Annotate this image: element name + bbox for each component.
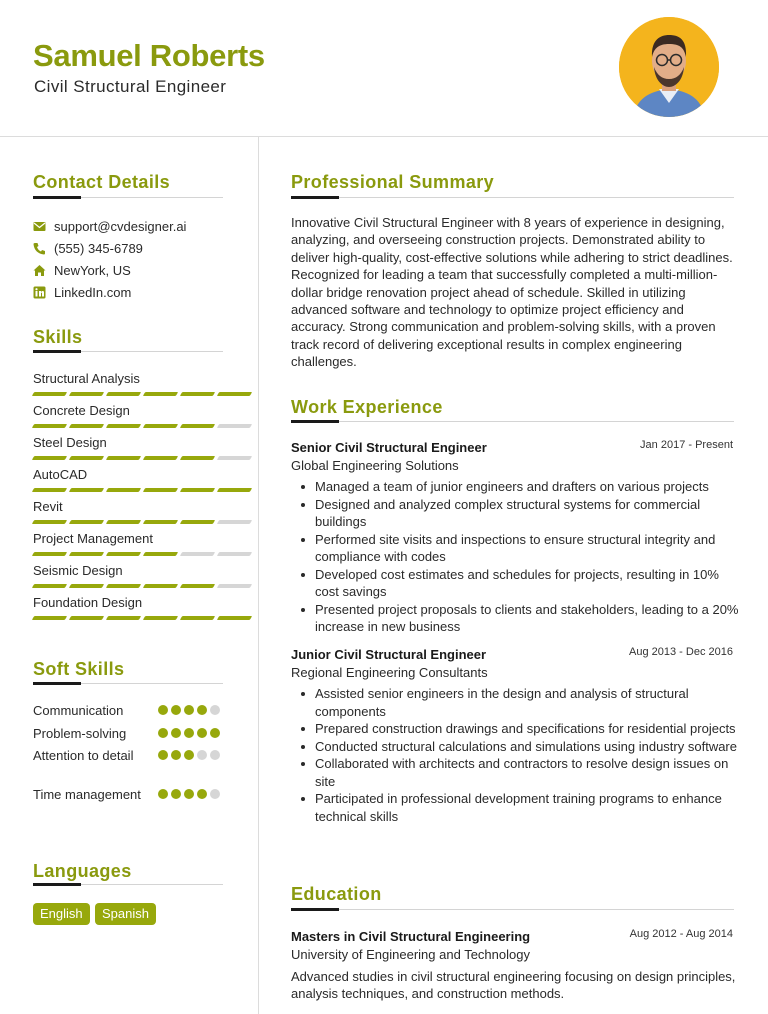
skill-level-bar xyxy=(33,488,251,492)
soft-skill-name: Time management xyxy=(33,787,141,802)
home-icon xyxy=(33,264,46,277)
experience-heading-rule xyxy=(291,421,734,422)
rating-dot-filled xyxy=(158,750,168,760)
skill-level-segment-empty xyxy=(217,424,252,428)
skill-level-segment-filled xyxy=(143,424,178,428)
contact-email[interactable] xyxy=(33,219,186,234)
job-bullet: Designed and analyzed complex structural systems for commercial buildings xyxy=(315,496,740,531)
resume-header xyxy=(0,0,768,137)
skill-level-segment-filled xyxy=(32,456,67,460)
job-bullet: Presented project proposals to clients and stakeholders, leading to a 20% increase in new business xyxy=(315,601,739,634)
skill-level-segment-filled xyxy=(32,584,67,588)
skill-level-bar xyxy=(33,616,251,620)
summary-text: Innovative Civil Structural Engineer with 8 years of experience in designing, analyzing, and overseeing construction projects. Demonstrated ability to deliver high-quality, cost-effective solutions while adhering to strict deadlines. Recognized for leading a team that successfully completed a multi-million-dollar bridge renovation project ahead of schedule. Skilled in utilizing advanced software and technology to optimize project efficiency and accuracy. Strong communication and problem-solving skills, with a proven track record of delivering exceptional results in complex engineering challenges. xyxy=(291,215,733,370)
rating-dot-filled xyxy=(171,750,181,760)
education-heading-rule xyxy=(291,909,734,910)
contact-location-text: NewYork, US xyxy=(54,263,131,278)
envelope-icon xyxy=(33,220,46,233)
skill-name: Revit xyxy=(33,499,63,514)
skill-level-segment-filled xyxy=(143,488,178,492)
language-badge: Spanish xyxy=(95,903,156,925)
skill-level-bar xyxy=(33,584,251,588)
education-description: Advanced studies in civil structural engineering focusing on design principles, analysis techniques, and construction methods. xyxy=(291,969,736,1002)
rating-dot-empty xyxy=(210,705,220,715)
skill-level-segment-filled xyxy=(69,552,104,556)
soft-skill-rating xyxy=(158,705,220,715)
skill-level-segment-filled xyxy=(106,552,141,556)
skill-level-segment-filled xyxy=(106,520,141,524)
skill-level-segment-filled xyxy=(32,616,67,620)
rating-dot-filled xyxy=(197,705,207,715)
rating-dot-empty xyxy=(210,789,220,799)
rating-dot-filled xyxy=(171,789,181,799)
job-dates: Jan 2017 - Present xyxy=(640,439,733,451)
languages-heading: Languages xyxy=(33,861,132,881)
job-bullets xyxy=(315,685,740,825)
skill-level-segment-filled xyxy=(180,392,215,396)
skill-name: Project Management xyxy=(33,531,153,546)
skill-level-segment-filled xyxy=(69,392,104,396)
job-company: Regional Engineering Consultants xyxy=(291,665,488,680)
candidate-title: Civil Structural Engineer xyxy=(34,77,227,96)
summary-heading: Professional Summary xyxy=(291,172,495,192)
contact-heading: Contact Details xyxy=(33,172,171,192)
job-bullet: Collaborated with architects and contractors to resolve design issues on site xyxy=(315,755,740,790)
contact-phone[interactable] xyxy=(33,241,143,256)
skill-name: AutoCAD xyxy=(33,467,88,482)
rating-dot-filled xyxy=(158,789,168,799)
education-dates: Aug 2012 - Aug 2014 xyxy=(629,928,733,940)
rating-dot-filled xyxy=(158,705,168,715)
job-bullet: Prepared construction drawings and specifications for residential projects xyxy=(315,720,740,738)
skill-level-bar xyxy=(33,424,251,428)
soft-skill-name: Communication xyxy=(33,703,124,718)
skill-level-segment-filled xyxy=(143,520,178,524)
soft-skill-name: Problem-solving xyxy=(33,726,127,741)
skill-level-segment-filled xyxy=(69,520,104,524)
skill-level-segment-filled xyxy=(180,488,215,492)
skills-heading-rule xyxy=(33,351,223,352)
soft-skill-name: Attention to detail xyxy=(33,748,134,763)
job-bullet: Developed cost estimates and schedules for projects, resulting in 10% cost savings xyxy=(315,566,740,601)
candidate-name: Samuel Roberts xyxy=(33,38,265,73)
soft-skill-rating xyxy=(158,789,220,799)
contact-email-text: support@cvdesigner.ai xyxy=(54,219,187,234)
contact-linkedin[interactable] xyxy=(33,285,131,300)
rating-dot-empty xyxy=(197,750,207,760)
skill-level-segment-filled xyxy=(180,424,215,428)
rating-dot-filled xyxy=(171,705,181,715)
skill-level-segment-filled xyxy=(69,424,104,428)
skills-heading: Skills xyxy=(33,327,83,347)
skill-level-segment-filled xyxy=(143,552,178,556)
languages-heading-rule xyxy=(33,884,223,885)
job-bullet: Performed site visits and inspections to ensure structural integrity and compliance with codes xyxy=(315,531,740,566)
skill-name: Steel Design xyxy=(33,435,107,450)
school-name: University of Engineering and Technology xyxy=(291,947,530,962)
contact-location xyxy=(33,263,131,278)
job-title: Senior Civil Structural Engineer xyxy=(291,440,487,455)
column-divider xyxy=(258,137,259,1014)
skill-level-segment-filled xyxy=(180,456,215,460)
rating-dot-filled xyxy=(210,728,220,738)
skill-level-segment-filled xyxy=(180,616,215,620)
rating-dot-filled xyxy=(171,728,181,738)
experience-heading: Work Experience xyxy=(291,397,443,417)
skill-level-segment-filled xyxy=(106,616,141,620)
skill-level-segment-filled xyxy=(106,488,141,492)
job-dates: Aug 2013 - Dec 2016 xyxy=(629,646,733,658)
skill-level-bar xyxy=(33,552,251,556)
contact-heading-rule xyxy=(33,197,223,198)
skill-name: Foundation Design xyxy=(33,595,143,610)
skill-name: Structural Analysis xyxy=(33,371,140,386)
skill-level-segment-filled xyxy=(69,616,104,620)
skill-level-segment-filled xyxy=(32,552,67,556)
job-bullet: Assisted senior engineers in the design and analysis of structural components xyxy=(315,685,740,720)
linkedin-icon xyxy=(33,286,46,299)
job-bullet: Managed a team of junior engineers and drafters on various projects xyxy=(315,478,740,496)
profile-photo xyxy=(619,17,719,117)
skill-level-segment-filled xyxy=(69,456,104,460)
skill-level-segment-empty xyxy=(217,456,252,460)
skill-level-segment-empty xyxy=(217,552,252,556)
education-heading: Education xyxy=(291,884,382,904)
skill-level-segment-filled xyxy=(106,392,141,396)
skill-level-bar xyxy=(33,456,251,460)
job-title: Junior Civil Structural Engineer xyxy=(291,647,487,662)
skill-level-segment-filled xyxy=(143,456,178,460)
skill-level-segment-filled xyxy=(143,584,178,588)
job-bullet: Participated in professional development training programs to enhance technical skills xyxy=(315,790,740,825)
skill-level-segment-filled xyxy=(106,584,141,588)
rating-dot-filled xyxy=(184,789,194,799)
rating-dot-filled xyxy=(184,750,194,760)
skill-level-bar xyxy=(33,520,251,524)
soft-skills-heading: Soft Skills xyxy=(33,659,125,679)
skill-level-segment-empty xyxy=(217,584,252,588)
skill-level-segment-empty xyxy=(180,552,215,556)
skill-level-bar xyxy=(33,392,251,396)
skill-level-segment-filled xyxy=(217,392,252,396)
skill-level-segment-filled xyxy=(32,520,67,524)
soft-skills-heading-rule xyxy=(33,683,223,684)
skill-level-segment-filled xyxy=(32,424,67,428)
skill-level-segment-filled xyxy=(69,584,104,588)
skill-level-segment-filled xyxy=(180,520,215,524)
skill-level-segment-filled xyxy=(217,488,252,492)
rating-dot-filled xyxy=(184,728,194,738)
soft-skill-rating xyxy=(158,728,220,738)
skill-level-segment-filled xyxy=(143,616,178,620)
skill-level-segment-filled xyxy=(106,456,141,460)
skill-name: Seismic Design xyxy=(33,563,123,578)
skill-level-segment-filled xyxy=(106,424,141,428)
skill-level-segment-filled xyxy=(217,616,252,620)
skill-level-segment-filled xyxy=(32,488,67,492)
language-badge: English xyxy=(33,903,90,925)
phone-icon xyxy=(33,242,46,255)
skill-level-segment-filled xyxy=(143,392,178,396)
rating-dot-filled xyxy=(197,728,207,738)
skill-name: Concrete Design xyxy=(33,403,130,418)
job-bullets xyxy=(315,478,740,636)
skill-level-segment-filled xyxy=(180,584,215,588)
summary-heading-rule xyxy=(291,197,734,198)
job-company: Global Engineering Solutions xyxy=(291,458,459,473)
job-bullet: Conducted structural calculations and simulations using industry software xyxy=(315,738,740,756)
rating-dot-empty xyxy=(210,750,220,760)
soft-skill-rating xyxy=(158,750,220,760)
skill-level-segment-filled xyxy=(69,488,104,492)
contact-phone-text: (555) 345-6789 xyxy=(54,241,143,256)
skill-level-segment-empty xyxy=(217,520,252,524)
rating-dot-filled xyxy=(197,789,207,799)
rating-dot-filled xyxy=(184,705,194,715)
contact-linkedin-text: LinkedIn.com xyxy=(54,285,132,300)
rating-dot-filled xyxy=(158,728,168,738)
degree-title: Masters in Civil Structural Engineering xyxy=(291,929,531,944)
skill-level-segment-filled xyxy=(32,392,67,396)
